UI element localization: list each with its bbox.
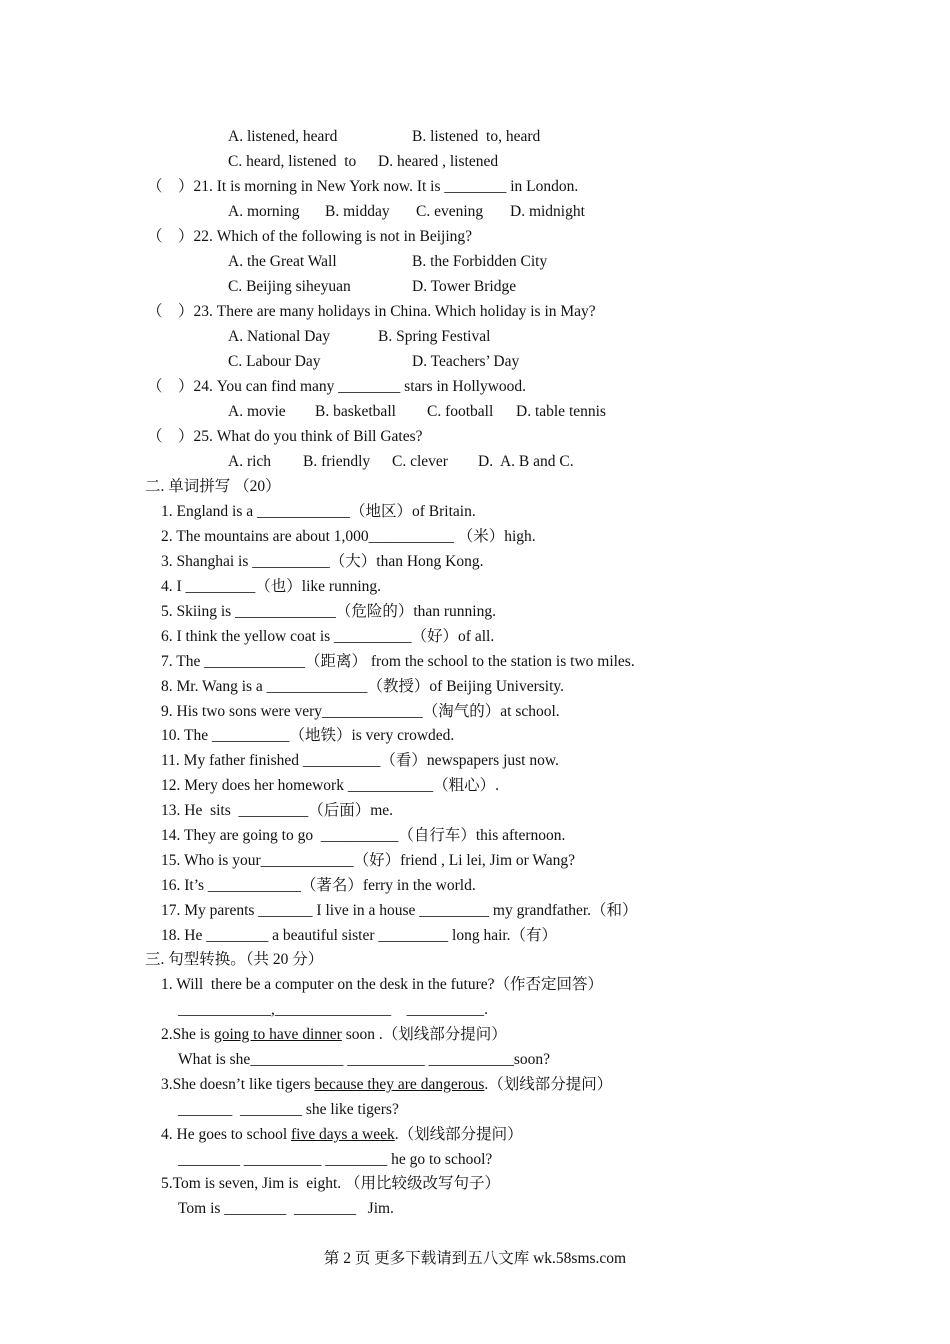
transform-item-4-end: .（划线部分提问） <box>394 1126 523 1143</box>
spelling-item-2: 2. The mountains are about 1,000___________ （米）high. <box>161 528 536 545</box>
transform-answer-5: Tom is ________ ________ Jim. <box>178 1200 394 1217</box>
transform-item-2-end: soon .（划线部分提问） <box>341 1026 507 1043</box>
spelling-item-13: 13. He sits _________（后面）me. <box>161 802 394 819</box>
q20-option-c: C. heard, listened to <box>228 153 357 170</box>
q23-option-a: A. National Day <box>228 328 331 345</box>
section-2-heading: 二. 单词拼写 （20） <box>145 478 281 495</box>
q24-option-d: D. table tennis <box>516 403 606 420</box>
underlined-phrase: because they are dangerous <box>314 1076 485 1093</box>
spelling-item-12: 12. Mery does her homework ___________（粗心）. <box>161 777 499 794</box>
underlined-phrase: going to have dinner <box>213 1026 342 1043</box>
transform-answer-3: _______ ________ she like tigers? <box>178 1101 399 1118</box>
transform-item-4 <box>161 1125 523 1145</box>
page-footer: 第 2 页 更多下载请到五八文库 wk.58sms.com <box>323 1250 627 1267</box>
q23-option-c: C. Labour Day <box>228 353 321 370</box>
spelling-item-17: 17. My parents _______ I live in a house _________ my grandfather.（和） <box>161 902 638 919</box>
spelling-item-15: 15. Who is your____________（好）friend , Li lei, Jim or Wang? <box>161 852 576 869</box>
q20-option-a: A. listened, heard <box>228 128 338 145</box>
q25-option-b: B. friendly <box>303 453 371 470</box>
q24-option-c: C. football <box>427 403 494 420</box>
transform-item-2-start: 2.She is <box>161 1026 214 1043</box>
question-21: （ ）21. It is morning in New York now. It is ________ in London. <box>147 178 579 195</box>
q23-option-b: B. Spring Festival <box>378 328 491 345</box>
spelling-item-6: 6. I think the yellow coat is __________（好）of all. <box>161 628 495 645</box>
spelling-item-18: 18. He ________ a beautiful sister _________ long hair.（有） <box>161 927 558 944</box>
q22-option-d: D. Tower Bridge <box>412 278 517 295</box>
q25-option-c: C. clever <box>392 453 448 470</box>
q22-option-c: C. Beijing siheyuan <box>228 278 351 295</box>
question-24: （ ）24. You can find many ________ stars in Hollywood. <box>147 378 527 395</box>
transform-item-3-end: .（划线部分提问） <box>484 1076 613 1093</box>
q21-option-a: A. morning <box>228 203 300 220</box>
spelling-item-4: 4. I _________（也）like running. <box>161 578 381 595</box>
spelling-item-3: 3. Shanghai is __________（大）than Hong Kong. <box>161 553 484 570</box>
transform-answer-4: ________ __________ ________ he go to school? <box>178 1151 493 1168</box>
q21-option-d: D. midnight <box>510 203 585 220</box>
spelling-item-8: 8. Mr. Wang is a _____________（教授）of Beijing University. <box>161 678 565 695</box>
spelling-item-7: 7. The _____________（距离） from the school to the station is two miles. <box>161 653 635 670</box>
question-25: （ ）25. What do you think of Bill Gates? <box>147 428 423 445</box>
q24-option-b: B. basketball <box>315 403 396 420</box>
q21-option-b: B. midday <box>325 203 390 220</box>
q22-option-b: B. the Forbidden City <box>412 253 548 270</box>
q25-option-a: A. rich <box>228 453 272 470</box>
spelling-item-16: 16. It’s ____________（著名）ferry in the world. <box>161 877 476 894</box>
q25-option-d: D. A. B and C. <box>478 453 574 470</box>
underlined-phrase: five days a week <box>291 1126 395 1143</box>
q21-option-c: C. evening <box>416 203 484 220</box>
spelling-item-1: 1. England is a ____________（地区）of Britain. <box>161 503 476 520</box>
q22-option-a: A. the Great Wall <box>228 253 337 270</box>
transform-answer-2: What is she____________ __________ ___________soon? <box>178 1051 550 1068</box>
transform-item-3 <box>161 1075 612 1095</box>
spelling-item-10: 10. The __________（地铁）is very crowded. <box>161 727 455 744</box>
q24-option-a: A. movie <box>228 403 286 420</box>
section-3-heading: 三. 句型转换。（共 20 分） <box>145 951 324 968</box>
question-23: （ ）23. There are many holidays in China. Which holiday is in May? <box>147 303 596 320</box>
spelling-item-11: 11. My father finished __________（看）newspapers just now. <box>161 752 559 769</box>
q23-option-d: D. Teachers’ Day <box>412 353 520 370</box>
spelling-item-5: 5. Skiing is _____________（危险的）than running. <box>161 603 496 620</box>
transform-item-3-start: 3.She doesn’t like tigers <box>161 1076 315 1093</box>
q20-option-b: B. listened to, heard <box>412 128 541 145</box>
transform-item-4-start: 4. He goes to school <box>161 1126 292 1143</box>
transform-item-1: 1. Will there be a computer on the desk in the future?（作否定回答） <box>161 976 604 993</box>
spelling-item-14: 14. They are going to go __________（自行车）this afternoon. <box>161 827 566 844</box>
transform-item-5: 5.Tom is seven, Jim is eight. （用比较级改写句子） <box>161 1175 501 1192</box>
transform-answer-1: ____________,_______________ __________. <box>178 1001 488 1018</box>
q20-option-d: D. heared , listened <box>378 153 499 170</box>
question-22: （ ）22. Which of the following is not in Beijing? <box>147 228 473 245</box>
transform-item-2 <box>161 1025 507 1045</box>
spelling-item-9: 9. His two sons were very_____________（淘气的）at school. <box>161 703 560 720</box>
